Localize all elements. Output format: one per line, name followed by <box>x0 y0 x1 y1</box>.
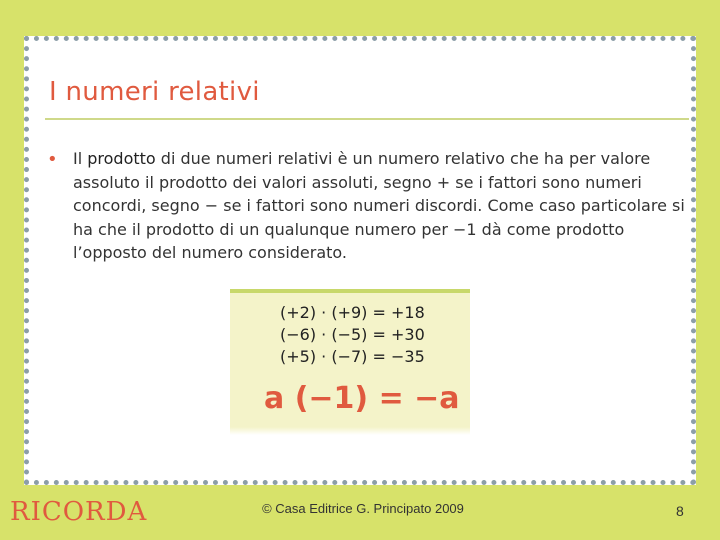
footer-copyright: © Casa Editrice G. Principato 2009 <box>262 501 464 516</box>
highlight-formula: a (−1) = −a <box>264 381 460 416</box>
paragraph-keyword: prodotto <box>87 149 156 168</box>
formula-row: (+5) · (−7) = −35 <box>280 347 425 366</box>
formula-row: (−6) · (−5) = +30 <box>280 325 425 344</box>
page-number: 8 <box>676 503 684 519</box>
formula-box <box>230 289 470 429</box>
bullet-marker: • <box>47 149 58 170</box>
formula-row: (+2) · (+9) = +18 <box>280 303 425 322</box>
paragraph-body: di due numeri relativi è un numero relativo che ha per valore assoluto il prodotto dei valori assoluti, segno + se i fattori sono numeri concordi, segno − se i fattori sono numeri discordi. Come caso particolare si ha che il prodotto di un qualunque numero per −1 dà come prodotto l’opposto del numero considerato. <box>73 149 685 262</box>
ricorda-logo: RICORDA <box>10 497 148 527</box>
definition-paragraph <box>73 147 693 265</box>
slide-card <box>24 36 696 485</box>
title-divider <box>45 118 689 120</box>
paragraph-intro: Il <box>73 149 88 168</box>
slide-title: I numeri relativi <box>49 77 260 107</box>
